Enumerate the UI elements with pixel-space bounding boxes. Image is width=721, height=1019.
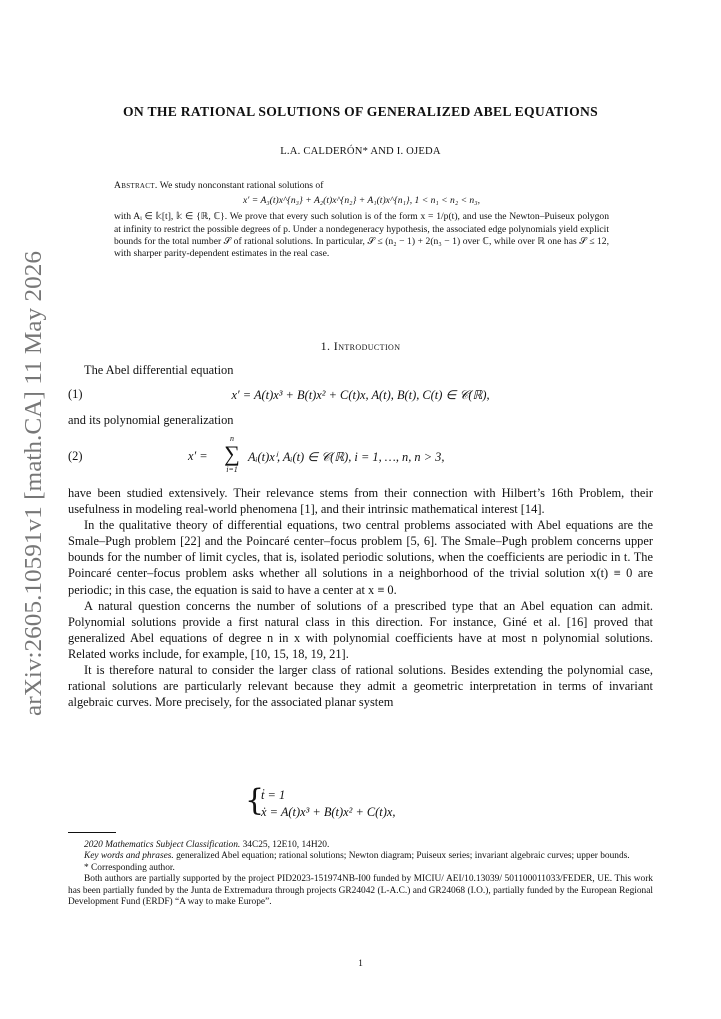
abstract-intro: We study nonconstant rational solutions of bbox=[159, 180, 324, 191]
equation-1 bbox=[68, 387, 653, 405]
sum-sign: ∑ bbox=[224, 441, 240, 466]
equation-1-number: (1) bbox=[68, 387, 83, 401]
paragraph-2: In the qualitative theory of differential equations, two central problems associated with Abel equations are the Smale–Pugh problem [22] and the Poincaré center–focus problem [5, 6]. The Smale–Pugh problem concerns upper bounds for the number of limit cycles, that is, isolated periodic solutions, when the coefficients are periodic in t. The Poincaré center–focus problem asks whether all solutions in a neighborhood of the trivial solution x(t) ≡ 0 are periodic; in this case, the equation is said to have a center at x ≡ 0. bbox=[68, 518, 653, 597]
system-line-1: ṫ = 1 bbox=[261, 788, 286, 802]
sum-upper-limit: n bbox=[230, 434, 234, 443]
equation-1-body: x′ = A(t)x³ + B(t)x² + C(t)x, A(t), B(t), C(t) ∈ 𝒞(ℝ), bbox=[231, 388, 490, 402]
footnotes bbox=[68, 840, 653, 908]
equation-2-summation bbox=[220, 434, 244, 475]
planar-system bbox=[245, 783, 505, 822]
generalization-sentence bbox=[68, 412, 653, 428]
introduction-body bbox=[68, 485, 653, 710]
keywords-text: generalized Abel equation; rational solutions; Newton diagram; Puiseux series; invariant algebraic curves; upper bounds. bbox=[176, 851, 630, 862]
equation-2-rhs: Aᵢ(t)xⁱ, Aᵢ(t) ∈ 𝒞(ℝ), i = 1, …, n, n > 3, bbox=[248, 450, 445, 464]
abstract-body: with Aᵢ ∈ 𝕜[t], 𝕜 ∈ {ℝ, ℂ}. We prove that every such solution is of the form x = 1/p(t), and use the Newton–Puiseux polygon at infinity to restrict the possible degrees of p. Under a nondegeneracy hypothesis, the associated edge polynomials yield explicit bounds for the total number 𝒮 of rational solutions. In particular, 𝒮 ≤ (n₂ − 1) + 2(n₃ − 1) over ℂ, while over ℝ one has 𝒮 ≤ 12, with sharper parity-dependent estimates in the real case. bbox=[114, 211, 609, 260]
paper-title: ON THE RATIONAL SOLUTIONS OF GENERALIZED ABEL EQUATIONS bbox=[123, 104, 598, 119]
arxiv-side-stamp bbox=[8, 248, 52, 718]
system-brace: { bbox=[245, 783, 265, 818]
keywords-label: Key words and phrases. bbox=[84, 851, 174, 862]
paper-authors: L.A. CALDERÓN* AND I. OJEDA bbox=[280, 146, 441, 157]
generalization-line: and its polynomial generalization bbox=[68, 413, 234, 427]
equation-2 bbox=[68, 434, 653, 482]
arxiv-identifier: arXiv:2605.10591v1 [math.CA] 11 May 2026 bbox=[20, 265, 47, 716]
footnote-rule bbox=[68, 832, 116, 833]
footnote-corresponding-author: * Corresponding author. bbox=[84, 862, 175, 873]
abstract bbox=[114, 180, 609, 260]
equation-2-lhs: x′ = bbox=[188, 449, 208, 463]
msc-label: 2020 Mathematics Subject Classification. bbox=[84, 840, 241, 850]
paragraph-4: It is therefore natural to consider the larger class of rational solutions. Besides extending the polynomial case, rational solutions are particularly relevant because they admit a geometric interpretation in terms of invariant algebraic curves. More precisely, for the associated planar system bbox=[68, 663, 653, 710]
footnote-funding: Both authors are partially supported by the project PID2023-151974NB-I00 funded by MICIU/ AEI/10.13039/ 501100011033/FEDER, UE. This work has been partially funded by the Junta de Extremadura through projects GR24042 (L-A.C.) and GR24068 (I.O.), partially funded by the European Regional Development Fund (ERDF) “A way to make Europe”. bbox=[68, 874, 653, 908]
section-heading-introduction: 1. Introduction bbox=[320, 339, 401, 353]
abstract-equation: x′ = A₃(t)x^{n₃} + A₂(t)x^{n₂} + A₁(t)x^{n₁}, 1 < n₁ < n₂ < n₃, bbox=[243, 195, 480, 207]
page-number: 1 bbox=[358, 958, 363, 969]
footnote-keywords bbox=[68, 851, 653, 862]
intro-line: The Abel differential equation bbox=[84, 363, 234, 377]
footnote-msc bbox=[68, 840, 653, 851]
paragraph-3: A natural question concerns the number of solutions of a prescribed type that an Abel equation can admit. Polynomial solutions provide a first natural class in this direction. For instance, Giné et al. [16] proved that generalized Abel equations of degree n in x with polynomial coefficients have at most n polynomial solutions. Related works include, for example, [10, 15, 18, 19, 21]. bbox=[68, 598, 653, 661]
msc-codes: 34C25, 12E10, 14H20. bbox=[242, 840, 330, 850]
sum-lower-limit: i=1 bbox=[226, 465, 238, 474]
intro-sentence bbox=[68, 362, 653, 378]
system-line-2: ẋ = A(t)x³ + B(t)x² + C(t)x, bbox=[261, 805, 396, 819]
paragraph-1: have been studied extensively. Their relevance stems from their connection with Hilbert’s 16th Problem, their usefulness in modeling real-world phenomena [1], and their intrinsic mathematical interest [14]. bbox=[68, 486, 653, 517]
equation-2-number: (2) bbox=[68, 449, 83, 463]
abstract-label: Abstract. bbox=[114, 180, 158, 191]
